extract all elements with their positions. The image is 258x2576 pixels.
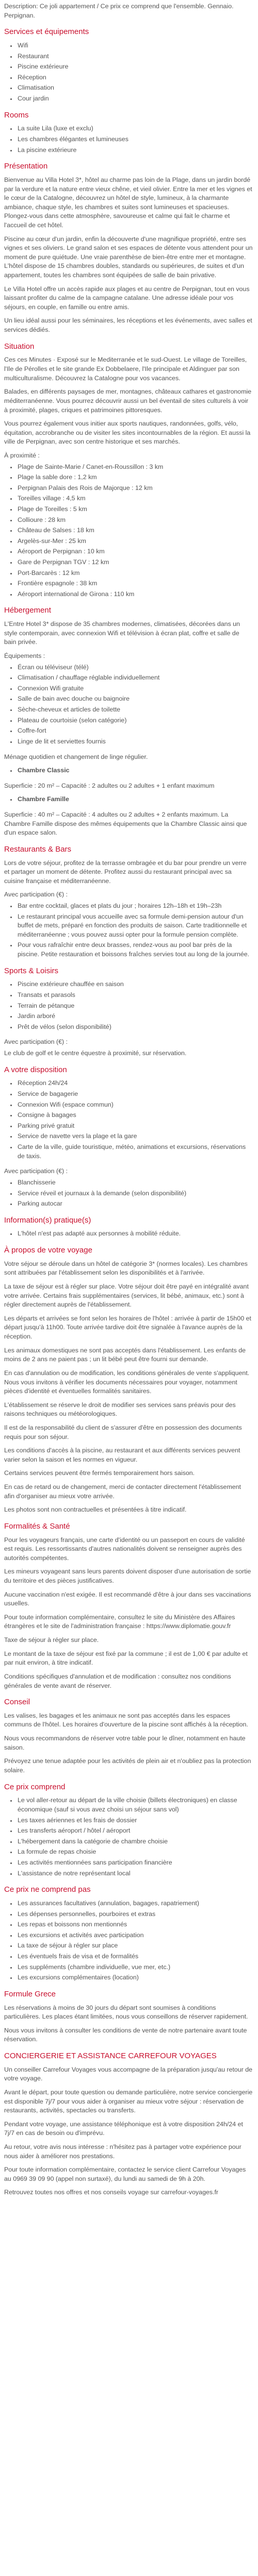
service-item: • Service de bagagerie bbox=[17, 1090, 253, 1099]
sport-item: • Terrain de pétanque bbox=[17, 1002, 253, 1011]
voyage-paragraph: Il est de la responsabilité du client de s'assurer d'être en possession des documents requis pour son séjour. bbox=[4, 1423, 242, 1440]
service-item: • Carte de la ville, guide touristique, météo, animations et excursions, réservations de taxis. bbox=[17, 1143, 253, 1161]
sites-list bbox=[4, 463, 253, 599]
service-item: • Piscine extérieure bbox=[17, 62, 253, 72]
disposition-list bbox=[4, 1079, 253, 1161]
room-item: • La suite Lila (luxe et exclu) bbox=[17, 124, 253, 133]
formalites-paragraph: Aucune vaccination n'est exigée. Il est recommandé d'être à jour dans ses vaccinations usuelles. bbox=[4, 1590, 251, 1607]
sports-list bbox=[4, 980, 253, 1031]
nearby-site-item: • Gare de Perpignan TGV : 12 km bbox=[17, 558, 253, 567]
service-item: • Consigne à bagages bbox=[17, 1111, 253, 1120]
equipment-item: • Connexion Wifi gratuite bbox=[17, 684, 253, 693]
formalites-paragraph: Pour toute information complémentaire, consultez le site du Ministère des Affaires étrangères et le site de l'administration française : https://www.diplomatie.gouv.fr bbox=[4, 1613, 235, 1630]
rooms-heading: Rooms bbox=[4, 110, 29, 120]
voyage-paragraph: Certains services peuvent être fermés temporairement hors saison. bbox=[4, 1469, 195, 1477]
disposition-heading: A votre disposition bbox=[4, 1065, 67, 1074]
formule-heading: Formule Grece bbox=[4, 1989, 56, 1998]
situation-paragraph: Vous pourrez également vous initier aux sports nautiques, randonnées, golfs, vélo, équitation, accrobranche ou de visiter les sites incontournables de la région. Et aussi la ville de Perpignan, avec son centre historique et ses marchés. bbox=[4, 420, 251, 446]
nearby-site-item: • Aéroport international de Girona : 110 km bbox=[17, 590, 253, 599]
nearby-site-item: • Port-Barcarès : 12 km bbox=[17, 569, 253, 578]
restaurants-heading: Restaurants & Bars bbox=[4, 844, 72, 854]
sport-item: • Piscine extérieure chauffée en saison bbox=[17, 980, 253, 989]
paid-service-item: • Blanchisserie bbox=[17, 1178, 253, 1188]
room-type-description: Superficie : 20 m² – Capacité : 2 adultes ou 2 adultes + 1 enfant maximum bbox=[4, 782, 215, 789]
housekeeping-note: Ménage quotidien et changement de linge régulier. bbox=[4, 753, 148, 760]
presentation-paragraph: Piscine au cœur d'un jardin, enfin la découverte d'une magnifique propriété, entre ses vignes et ses oliviers. Le grand salon et ses espaces de détente vous attendent pour un moment de pure quiétude. Une vraie parenthèse de bien-être entre mer et montagne. L'hôtel dispose de 15 chambres doubles, standards ou supérieures, de suites et d'un appartement, toutes les chambres sont équipées de salle de bain privative. bbox=[4, 235, 253, 279]
intro-text: Description: Ce joli appartement / Ce prix ce comprend que l'ensemble. Gennaio. Perpignan. bbox=[4, 3, 234, 19]
infos-list bbox=[4, 1229, 253, 1239]
situation-paragraph: Balades, en différents paysages de mer, montagnes, châteaux cathares et gastronomie méditerranéenne. Vous pourrez découvrir aussi un bel éventail de sites culturels à voir à proximité, plages, criques et patrimoines pittoresques. bbox=[4, 388, 252, 414]
room-type-description: Superficie : 40 m² – Capacité : 4 adultes ou 2 adultes + 2 enfants maximum. La Chambre Famille dispose des mêmes équipements que la Chambre Classic ainsi que d'un espace salon. bbox=[4, 810, 247, 837]
equipment-item: • Sèche-cheveux et articles de toilette bbox=[17, 705, 253, 715]
hebergement-heading: Hébergement bbox=[4, 606, 51, 615]
service-item: • Réception 24h/24 bbox=[17, 1079, 253, 1088]
included-item: • Les taxes aériennes et les frais de dossier bbox=[17, 1816, 253, 1825]
excluded-item: • Les assurances facultatives (annulation, bagages, rapatriement) bbox=[17, 1899, 253, 1908]
situation-heading: Situation bbox=[4, 342, 35, 351]
equipment-list bbox=[4, 663, 253, 747]
room-type-family bbox=[4, 795, 253, 804]
situation-paragraph: Ces ces Minutes · Exposé sur le Mediterranée et le sud-Ouest. Le village de Toreilles, l'Ile de Pérolles et le site grande Ex Dobbelaere, l'Ile principale et Aldinguer par son multiculturalisme. Découvrez la Catalogne pour vos vacances. bbox=[4, 356, 247, 382]
included-item: • Les activités mentionnées sans participation financière bbox=[17, 1858, 253, 1868]
included-item: • La formule de repas choisie bbox=[17, 1848, 253, 1857]
nearby-site-item: • Plage de Sainte-Marie / Canet-en-Roussillon : 3 km bbox=[17, 463, 253, 472]
nearby-site-item: • Aéroport de Perpignan : 10 km bbox=[17, 547, 253, 556]
restaurant-item: • Bar entre cocktail, glaces et plats du jour ; horaires 12h–18h et 19h–23h bbox=[17, 902, 253, 911]
nearby-site-item: • Plage la sable dore : 1,2 km bbox=[17, 473, 253, 482]
restaurants-paid-label: Avec participation (€) : bbox=[4, 891, 68, 899]
excluded-item: • Les excursions complémentaires (location) bbox=[17, 1973, 253, 1982]
formalites-heading: Formalités & Santé bbox=[4, 1521, 70, 1531]
equipment-item: • Salle de bain avec douche ou baignoire bbox=[17, 694, 253, 704]
formule-paragraph: Les réservations à moins de 30 jours du départ sont soumises à conditions particulières. Les places étant limitées, nous vous conseillons de réserver rapidement. bbox=[4, 2004, 248, 2021]
formalites-paragraph: Taxe de séjour à régler sur place. bbox=[4, 1636, 99, 1644]
price-excludes-list bbox=[4, 1899, 253, 1982]
disposition-paid-list bbox=[4, 1178, 253, 1209]
nearby-site-item: • Toreilles village : 4,5 km bbox=[17, 494, 253, 503]
formalites-paragraph: Pour les voyageurs français, une carte d'identité ou un passeport en cours de validité est requis. Les ressortissants d'autres nationalités doivent se renseigner auprès des autorités compétentes. bbox=[4, 1536, 245, 1562]
conseil-paragraph: Les valises, les bagages et les animaux ne sont pas acceptés dans les espaces communs de l'hôtel. Les horaires d'ouverture de la piscine sont affichés à la réception. bbox=[4, 1711, 248, 1728]
formalites-paragraph: Les mineurs voyageant sans leurs parents doivent disposer d'une autorisation de sortie du territoire et des pièces justificatives. bbox=[4, 1568, 251, 1585]
presentation-paragraph: Bienvenue au Villa Hotel 3*, hôtel au charme pas loin de la Plage, dans un jardin bordé par la verdure et la nature entre vieux chêne, et vieil olivier. Entre la mer et les vignes et le cœur de la Catalogne, découvrez un hôtel de style, lumineux, à la charmante ambiance, chaque style, les chambres et suites sont lumineuses et spacieuses. Plongez-vous dans cette atmosphère, savoureuse et calme qui fait le charme et l'accueil de cet hôtel. bbox=[4, 176, 252, 229]
voyage-paragraph: Votre séjour se déroule dans un hôtel de catégorie 3* (normes locales). Les chambres sont attribuées par l'établissement selon les disponibilités et à l'arrivée. bbox=[4, 1260, 248, 1277]
excluded-item: • Les repas et boissons non mentionnés bbox=[17, 1920, 253, 1929]
restaurants-paragraph: Lors de votre séjour, profitez de la terrasse ombragée et du bar pour prendre un verre et partager un moment de détente. Profitez aussi du restaurant principal avec sa cuisine française et méditerranéenne. bbox=[4, 859, 247, 885]
nearby-site-item: • Frontière espagnole : 38 km bbox=[17, 579, 253, 588]
sports-note: Le club de golf et le centre équestre à proximité, sur réservation. bbox=[4, 1049, 187, 1057]
included-item: • Les transferts aéroport / hôtel / aéroport bbox=[17, 1826, 253, 1836]
restaurant-item: • Le restaurant principal vous accueille avec sa formule demi-pension autour d'un buffet de mets, préparé en fonction des produits de saison. Carte traditionnelle et méditerranéenne ; vous pouvez aussi opter pour la formule pension complète. bbox=[17, 912, 253, 940]
conciergerie-paragraph: Au retour, votre avis nous intéresse : n'hésitez pas à partager votre expérience pour nous aider à améliorer nos prestations. bbox=[4, 2143, 241, 2160]
excluded-item: • Les excursions et activités avec participation bbox=[17, 1931, 253, 1940]
price-includes-list bbox=[4, 1796, 253, 1878]
infos-heading: Information(s) pratique(s) bbox=[4, 1215, 91, 1225]
services-list bbox=[4, 41, 253, 104]
nearby-site-item: • Argelès-sur-Mer : 25 km bbox=[17, 537, 253, 546]
service-item: • Climatisation bbox=[17, 83, 253, 93]
service-item: • Wifi bbox=[17, 41, 253, 50]
formalites-paragraph: Conditions spécifiques d'annulation et de modification : consultez nos conditions générales de vente avant de réserver. bbox=[4, 1672, 231, 1689]
sites-label: À proximité : bbox=[4, 451, 40, 459]
sports-paid-label: Avec participation (€) : bbox=[4, 1038, 68, 1046]
room-type-classic bbox=[4, 766, 253, 775]
presentation-heading: Présentation bbox=[4, 162, 48, 171]
excluded-item: • La taxe de séjour à régler sur place bbox=[17, 1941, 253, 1951]
equipment-item: • Climatisation / chauffage réglable individuellement bbox=[17, 673, 253, 683]
voyage-paragraph: Les départs et arrivées se font selon les horaires de l'hôtel : arrivée à partir de 15h00 et départ jusqu'à 11h00. Toute arrivée tardive doit être signalée à l'avance auprès de la réception. bbox=[4, 1314, 251, 1341]
included-item: • Le vol aller-retour au départ de la ville choisie (billets électroniques) en classe économique (sauf si vous avez choisi un séjour sans vol) bbox=[17, 1796, 253, 1814]
voyage-paragraph: L'établissement se réserve le droit de modifier ses services sans préavis pour des raisons techniques ou météorologiques. bbox=[4, 1401, 236, 1418]
price-excludes-heading: Ce prix ne comprend pas bbox=[4, 1885, 91, 1894]
sports-heading: Sports & Loisirs bbox=[4, 966, 59, 975]
formule-paragraph: Nous vous invitons à consulter les conditions de vente de notre partenaire avant toute réservation. bbox=[4, 2026, 247, 2043]
included-item: • L'assistance de notre représentant local bbox=[17, 1869, 253, 1878]
nearby-site-item: • Collioure : 28 km bbox=[17, 516, 253, 525]
formalites-paragraph: Le montant de la taxe de séjour est fixé par la commune ; il est de 1,00 € par adulte et par nuit environ, à titre indicatif. bbox=[4, 1650, 248, 1667]
sport-item: • Jardin arboré bbox=[17, 1012, 253, 1021]
voyage-paragraph: La taxe de séjour est à régler sur place. Votre séjour doit être payé en intégralité avant votre arrivée. Certains frais supplémentaires (services, lit bébé, animaux, etc.) sont à régler directement auprès de l'établissement. bbox=[4, 1283, 249, 1309]
equipment-label: Équipements : bbox=[4, 652, 45, 660]
paid-service-item: • Service réveil et journaux à la demande (selon disponibilité) bbox=[17, 1189, 253, 1198]
info-item: • L'hôtel n'est pas adapté aux personnes à mobilité réduite. bbox=[17, 1229, 253, 1239]
conciergerie-paragraph: Un conseiller Carrefour Voyages vous accompagne de la préparation jusqu'au retour de votre voyage. bbox=[4, 2065, 253, 2082]
conciergerie-paragraph: Pour toute information complémentaire, contactez le service client Carrefour Voyages au 0969 39 09 90 (appel non surtaxé), du lundi au samedi de 9h à 20h. bbox=[4, 2166, 246, 2182]
hebergement-paragraph: L'Entre Hotel 3* dispose de 35 chambres modernes, climatisées, décorées dans un style contemporain, avec connexion Wifi et télévision à écran plat, coffre et salle de bain privée. bbox=[4, 620, 240, 646]
equipment-item: • Linge de lit et serviettes fournis bbox=[17, 737, 253, 747]
services-heading: Services et équipements bbox=[4, 27, 89, 37]
room-item: • Les chambres élégantes et lumineuses bbox=[17, 135, 253, 144]
service-item: • Réception bbox=[17, 73, 253, 82]
conciergerie-heading: CONCIERGERIE ET ASSISTANCE CARREFOUR VOYAGES bbox=[4, 2051, 217, 2060]
conseil-heading: Conseil bbox=[4, 1698, 30, 1707]
voyage-paragraph: Les photos sont non contractuelles et présentées à titre indicatif. bbox=[4, 1506, 187, 1514]
presentation-paragraph: Un lieu idéal aussi pour les séminaires, les réceptions et les événements, avec salles et services dédiés. bbox=[4, 317, 252, 334]
equipment-item: • Plateau de courtoisie (selon catégorie) bbox=[17, 716, 253, 725]
presentation-paragraph: Le Villa Hotel offre un accès rapide aux plages et au centre de Perpignan, tout en vous laissant profiter du calme de la campagne catalane. Une adresse idéale pour vos séjours, en couple, en famille ou entre amis. bbox=[4, 285, 250, 311]
conciergerie-paragraph: Retrouvez toutes nos offres et nos conseils voyage sur carrefour-voyages.fr bbox=[4, 2189, 219, 2196]
conciergerie-paragraph: Pendant votre voyage, une assistance téléphonique est à votre disposition 24h/24 et 7j/7 en cas de besoin ou d'imprévu. bbox=[4, 2120, 243, 2137]
restaurants-list bbox=[4, 902, 253, 959]
room-type-label: • Chambre Classic bbox=[17, 766, 253, 775]
equipment-item: • Coffre-fort bbox=[17, 726, 253, 736]
included-item: • L'hébergement dans la catégorie de chambre choisie bbox=[17, 1837, 253, 1846]
nearby-site-item: • Plage de Toreilles : 5 km bbox=[17, 505, 253, 514]
service-item: • Cour jardin bbox=[17, 94, 253, 104]
room-type-label: • Chambre Famille bbox=[17, 795, 253, 804]
voyage-paragraph: En cas de retard ou de changement, merci de contacter directement l'établissement afin d'organiser au mieux votre arrivée. bbox=[4, 1483, 241, 1500]
service-item: • Service de navette vers la plage et la gare bbox=[17, 1132, 253, 1141]
voyage-paragraph: En cas d'annulation ou de modification, les conditions générales de vente s'appliquent. Nous vous invitons à vérifier les documents nécessaires pour voyager, notamment pièces d'identité et éventuelles formalités sanitaires. bbox=[4, 1369, 250, 1395]
service-item: • Connexion Wifi (espace commun) bbox=[17, 1100, 253, 1110]
conciergerie-paragraph: Avant le départ, pour toute question ou demande particulière, notre service conciergerie est disponible 7j/7 pour vous aider à organiser au mieux votre séjour : réservation de restaurants, activités, spectacles ou transferts. bbox=[4, 2088, 253, 2114]
voyage-paragraph: Les animaux domestiques ne sont pas acceptés dans l'établissement. Les enfants de moins de 2 ans ne paient pas ; un lit bébé peut être fourni sur demande. bbox=[4, 1346, 246, 1363]
restaurant-item: • Pour vous rafraîchir entre deux brasses, rendez-vous au pool bar près de la piscine. Petite restauration et boissons fraîches servies tout au long de la journée. bbox=[17, 941, 253, 959]
sport-item: • Transats et parasols bbox=[17, 991, 253, 1000]
excluded-item: • Les suppléments (chambre individuelle, vue mer, etc.) bbox=[17, 1963, 253, 1972]
service-item: • Parking privé gratuit bbox=[17, 1122, 253, 1131]
voyage-paragraph: Les conditions d'accès à la piscine, au restaurant et aux différents services peuvent varier selon la saison et les normes en vigueur. bbox=[4, 1447, 240, 1463]
paid-service-item: • Parking autocar bbox=[17, 1199, 253, 1209]
nearby-site-item: • Château de Salses : 18 km bbox=[17, 526, 253, 535]
disposition-paid-label: Avec participation (€) : bbox=[4, 1167, 68, 1175]
sport-item: • Prêt de vélos (selon disponibilité) bbox=[17, 1023, 253, 1032]
conseil-paragraph: Prévoyez une tenue adaptée pour les activités de plein air et n'oubliez pas la protection solaire. bbox=[4, 1757, 251, 1774]
nearby-site-item: • Perpignan Palais des Rois de Majorque : 12 km bbox=[17, 484, 253, 493]
room-item: • La piscine extérieure bbox=[17, 146, 253, 155]
excluded-item: • Les dépenses personnelles, pourboires et extras bbox=[17, 1910, 253, 1919]
excluded-item: • Les éventuels frais de visa et de formalités bbox=[17, 1952, 253, 1961]
rooms-list bbox=[4, 124, 253, 155]
conseil-paragraph: Nous vous recommandons de réserver votre table pour le dîner, notamment en haute saison. bbox=[4, 1735, 246, 1751]
equipment-item: • Écran ou téléviseur (télé) bbox=[17, 663, 253, 672]
price-includes-heading: Ce prix comprend bbox=[4, 1782, 66, 1791]
voyage-heading: À propos de votre voyage bbox=[4, 1246, 92, 1255]
service-item: • Restaurant bbox=[17, 52, 253, 61]
